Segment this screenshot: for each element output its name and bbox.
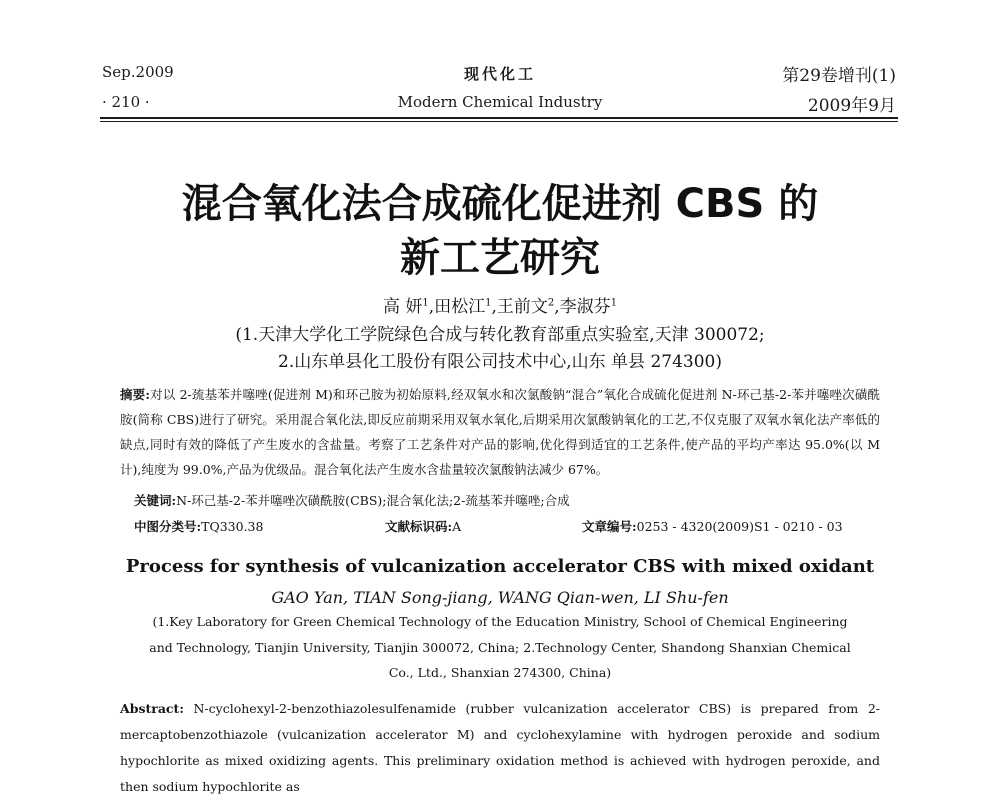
page-number: · 210 · bbox=[102, 93, 150, 111]
issue-date: 2009年9月 bbox=[807, 96, 896, 116]
article-number-value: 0253 - 4320(2009)S1 - 0210 - 03 bbox=[636, 519, 843, 534]
volume-issue: 第29卷增刊(1) bbox=[782, 66, 896, 86]
keywords-cn-text: N-环己基-2-苯并噻唑次磺酰胺(CBS);混合氧化法;2-巯基苯并噻唑;合成 bbox=[176, 493, 570, 508]
author-affil-mark: 1 bbox=[422, 297, 429, 309]
journal-date: Sep.2009 bbox=[102, 63, 174, 81]
header-rule-thin bbox=[100, 121, 898, 122]
author-name: 李淑芬 bbox=[559, 297, 611, 317]
affiliation-line2: 2.山东单县化工股份有限公司技术中心,山东 单县 274300) bbox=[278, 352, 722, 372]
clc-number bbox=[134, 517, 263, 535]
journal-name-en: Modern Chemical Industry bbox=[397, 93, 603, 111]
abstract-en-text: N-cyclohexyl-2-benzothiazolesulfenamide (rubber vulcanization accelerator CBS) is prepared from 2-mercaptobenzothiazole (vulcanization accelerator M) and cyclohexylamine with hydrogen peroxide and sodium hypochlorite as mixed oxidizing agents. This preliminary oxidation method is achieved with hydrogen peroxide, and then sodium hypochlorite as bbox=[120, 701, 880, 794]
paper-title-line1: 混合氧化法合成硫化促进剂 CBS 的 bbox=[181, 181, 819, 227]
abstract-en bbox=[120, 696, 880, 800]
abstract-cn-label: 摘要: bbox=[120, 387, 150, 402]
paper-title-en: Process for synthesis of vulcanization accelerator CBS with mixed oxidant bbox=[125, 556, 875, 577]
journal-name-cn: 现代化工 bbox=[463, 65, 536, 83]
abstract-en-label: Abstract: bbox=[120, 701, 184, 716]
article-number-label: 文章编号: bbox=[582, 519, 637, 534]
author-list: 高 妍$^1$,田松江$^1$,王前文$^2$,李淑芬$^1$ bbox=[382, 297, 618, 317]
clc-value: TQ330.38 bbox=[201, 519, 264, 534]
author-name: 高 妍 bbox=[382, 297, 423, 317]
clc-label: 中图分类号: bbox=[134, 519, 202, 534]
author-name: 王前文 bbox=[496, 297, 548, 317]
abstract-cn bbox=[120, 382, 880, 482]
affiliation-line1: (1.天津大学化工学院绿色合成与转化教育部重点实验室,天津 300072; bbox=[235, 325, 765, 345]
article-number bbox=[582, 517, 843, 535]
author-affil-mark: 2 bbox=[547, 297, 555, 309]
author-affil-mark: 1 bbox=[610, 297, 618, 309]
author-list-en: GAO Yan, TIAN Song-jiang, WANG Qian-wen, LI Shu-fen bbox=[271, 588, 729, 607]
paper-title-line2: 新工艺研究 bbox=[400, 235, 600, 281]
author-affil-mark: 1 bbox=[485, 297, 492, 309]
doc-code bbox=[385, 517, 461, 535]
author-name: 田松江 bbox=[434, 297, 486, 317]
affiliation-en-line1: (1.Key Laboratory for Green Chemical Technology of the Education Ministry, School of Chemical Engineering bbox=[152, 614, 848, 629]
keywords-cn bbox=[134, 491, 570, 509]
doc-code-value: A bbox=[452, 519, 462, 534]
affiliation-en-line3: Co., Ltd., Shanxian 274300, China) bbox=[388, 665, 612, 680]
keywords-cn-label: 关键词: bbox=[134, 493, 177, 508]
header-rule bbox=[100, 117, 898, 119]
doc-code-label: 文献标识码: bbox=[385, 519, 453, 534]
affiliation-en-line2: and Technology, Tianjin University, Tianjin 300072, China; 2.Technology Center, Shandong Shanxian Chemical bbox=[149, 640, 851, 655]
abstract-cn-text: 对以 2-巯基苯并噻唑(促进剂 M)和环己胺为初始原料,经双氧水和次氯酸钠“混合”氧化合成硫化促进剂 N-环己基-2-苯并噻唑次磺酰胺(简称 CBS)进行了研究。采用混合氧化法,即反应前期采用双氧水氧化,后期采用次氯酸钠氧化的工艺,不仅克服了双氧水氧化法产率低的缺点,同时有效的降低了产生废水的含盐量。考察了工艺条件对产品的影响,优化得到适宜的工艺条件,使产品的平均产率达 95.0%(以 M 计),纯度为 99.0%,产品为优级品。混合氧化法产生废水含盐量较次氯酸钠法减少 67%。 bbox=[120, 387, 880, 477]
